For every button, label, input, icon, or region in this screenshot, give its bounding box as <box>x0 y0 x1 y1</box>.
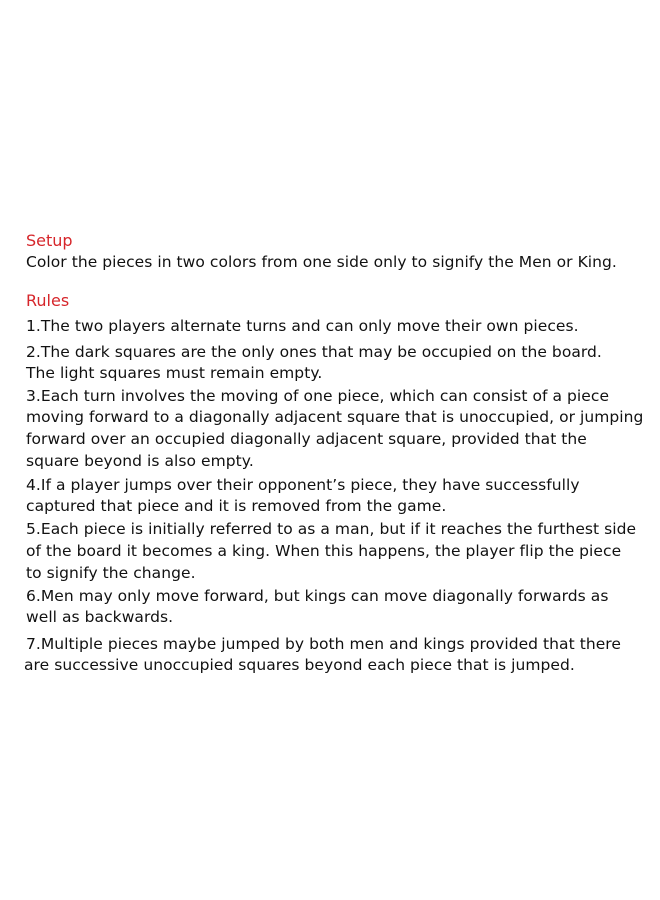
rule-4-line-2: captured that piece and it is removed from the game. <box>26 497 447 515</box>
rule-5-line-2: of the board it becomes a king. When this happens, the player flip the piece <box>26 542 622 560</box>
rule-3-line-4: square beyond is also empty. <box>26 452 254 470</box>
rule-3-line-1: 3.Each turn involves the moving of one piece, which can consist of a piece <box>26 387 610 405</box>
rule-4-line-1: 4.If a player jumps over their opponent’s piece, they have successfully <box>26 476 580 494</box>
setup-heading: Setup <box>26 231 73 250</box>
rule-6-line-1: 6.Men may only move forward, but kings can move diagonally forwards as <box>26 587 609 605</box>
setup-text: Color the pieces in two colors from one side only to signify the Men or King. <box>26 253 617 271</box>
rule-1-line-1: 1.The two players alternate turns and can only move their own pieces. <box>26 317 579 335</box>
rule-6-line-2: well as backwards. <box>26 608 174 626</box>
rule-7-line-2: are successive unoccupied squares beyond each piece that is jumped. <box>24 656 575 674</box>
rules-heading: Rules <box>26 291 70 310</box>
rule-3-line-3: forward over an occupied diagonally adjacent square, provided that the <box>26 430 587 448</box>
rule-5-line-3: to signify the change. <box>26 564 196 582</box>
rule-7-line-1: 7.Multiple pieces maybe jumped by both men and kings provided that there <box>26 635 621 653</box>
rule-3-line-2: moving forward to a diagonally adjacent square that is unoccupied, or jumping <box>26 408 644 426</box>
rule-2-line-2: The light squares must remain empty. <box>26 364 323 382</box>
rule-2-line-1: 2.The dark squares are the only ones that may be occupied on the board. <box>26 343 602 361</box>
rule-5-line-1: 5.Each piece is initially referred to as a man, but if it reaches the furthest side <box>26 520 637 538</box>
